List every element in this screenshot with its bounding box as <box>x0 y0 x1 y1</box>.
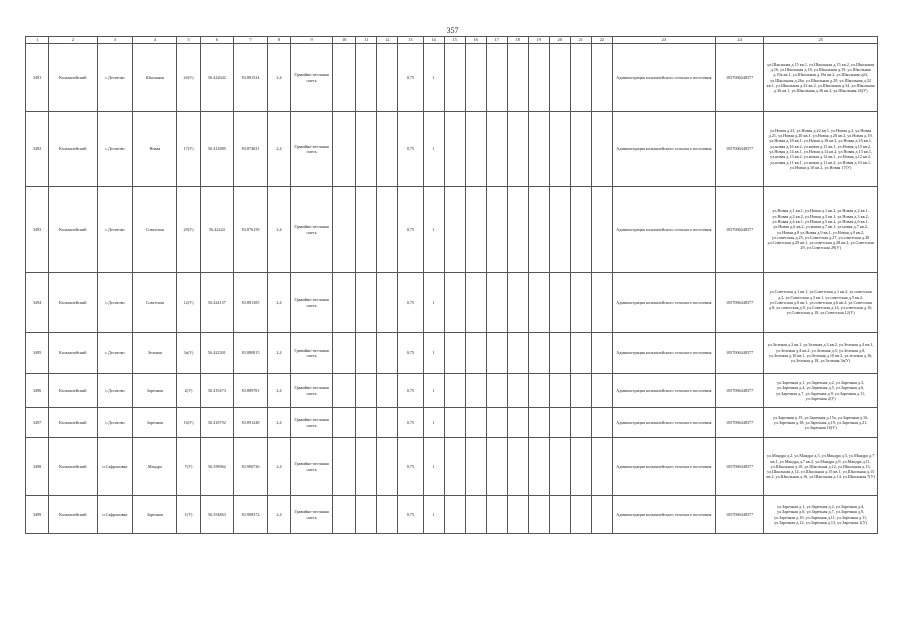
cell-empty <box>356 273 377 333</box>
cell-empty <box>333 112 356 187</box>
cell-lon: 83.880815 <box>234 333 268 374</box>
column-number: 4 <box>133 37 177 44</box>
cell-empty <box>528 408 549 438</box>
cell-surface: Гравийно-песчаная смесь <box>291 374 333 408</box>
cell-owner: Администрация колышлейского сельского поселения <box>612 408 715 438</box>
cell-settlement: п.Сафроновка <box>97 438 133 496</box>
cell-district: Колышлейский <box>49 374 97 408</box>
cell-num: 3499 <box>26 496 49 534</box>
cell-area: 2,4 <box>267 333 290 374</box>
cell-owner: Администрация колышлейского сельского поселения <box>612 44 715 112</box>
column-number: 23 <box>612 37 715 44</box>
cell-empty <box>377 408 398 438</box>
cell-empty <box>570 112 591 187</box>
cell-addresses: ул.Заречная д.15, ул.Заречная д.15а, ул.Заречная д.16, ул.Заречная д.18, ул.Заречная д.19, ул.Заречная д.21, ул.Заречная 16(У) <box>764 408 878 438</box>
cell-addresses: ул.Мандра д.2, ул.Мандра д.5, ул.Мандра д.5, ул.Мандра д.7 кв.1, ул.Мандра д.7 кв.2, ул.Мандра д.9, ул.Мандра д.11, ул.Школьная д.10, ул.Школьная д.12, ул.Школьная д.13, ул.Школьная д.14, ул.Школьная д.15 кв.1, ул.Школьная д.15 кв.2, ул.Школьная д.16, ул.Школьная д.14, ул.Школьная 7(У) <box>764 438 878 496</box>
cell-empty <box>591 438 612 496</box>
cell-lat: 56.358962 <box>200 438 234 496</box>
cell-empty <box>333 187 356 273</box>
cell-house: 2(У) <box>177 374 200 408</box>
column-number: 25 <box>764 37 878 44</box>
cell-count: 1 <box>423 438 444 496</box>
cell-empty <box>591 496 612 534</box>
cell-lon: 83.889781 <box>234 374 268 408</box>
cell-area: 2,4 <box>267 44 290 112</box>
cell-empty <box>377 333 398 374</box>
cell-empty <box>591 408 612 438</box>
cell-surface: Гравийно-песчаная смесь <box>291 333 333 374</box>
column-number: 12 <box>377 37 398 44</box>
cell-empty <box>377 273 398 333</box>
cell-settlement: с.Десятово <box>97 333 133 374</box>
cell-lon: 83.881524 <box>234 44 268 112</box>
cell-empty <box>507 374 528 408</box>
cell-empty <box>377 496 398 534</box>
cell-empty <box>570 187 591 273</box>
cell-num: 3496 <box>26 374 49 408</box>
cell-empty <box>591 374 612 408</box>
cell-empty <box>486 333 507 374</box>
cell-lat: 56.422301 <box>200 333 234 374</box>
cell-owner: Администрация колышлейского сельского поселения <box>612 438 715 496</box>
cell-empty <box>444 187 465 273</box>
cell-num: 3494 <box>26 273 49 333</box>
cell-empty <box>570 374 591 408</box>
cell-street: Новая <box>133 112 177 187</box>
cell-addresses: ул.Советская д.1 кв.1, ул.Советская д.1 кв.2, ул.советская д.2, ул.Советская д.3 кв.1, ул.советская д.5 кв.2, ул.Советская д.6 кв.1, ул.советская д.6 кв.2, ул.Советская д.8, ул.советская д.9, ул.Советская д.14, ул.советская д.16, ул.Советская д.18, ул.Советская 12(У) <box>764 273 878 333</box>
cell-empty <box>356 408 377 438</box>
cell-empty <box>549 438 570 496</box>
cell-empty <box>333 408 356 438</box>
cell-empty <box>465 408 486 438</box>
cell-ogrn: 1057006448377 <box>715 496 763 534</box>
cell-addresses: ул.Новая д.23, ул.Новая д.22 кв.1, ул.Новая д.2, ул.Новая д.21, ул.Новая д.20 кв.1, ул.Новая д.20 кв.2, ул.Новая д.19, ул.Новая д.18 кв.1, ул.Новая д.18 кв.2, ул.Новая д.16 кв.1, ул.новая д.16 кв.2, ул.новая д.15 кв.1, ул.Новая д.15 кв.2, ул.Новая д.14 кв.1, ул.Новая д.14 кв.2, ул.Новая д.13 кв.1, ул.новая д.13 кв.2, ул.новая д.12 кв.1, ул.Новая д.12 кв.2, ул.новая д.11 кв.1, ул.новая д.11 кв.2, ул.Новая д.10 кв.1, ул.Новая д.10 кв.2, ул.Новая 17(У) <box>764 112 878 187</box>
cell-bins: 0,75 <box>398 496 423 534</box>
cell-empty <box>465 496 486 534</box>
cell-ogrn: 1057006448377 <box>715 374 763 408</box>
cell-surface: Гравийно-песчаная смесь <box>291 44 333 112</box>
cell-empty <box>377 438 398 496</box>
cell-bins: 0,75 <box>398 187 423 273</box>
table-row <box>26 273 878 333</box>
cell-empty <box>486 408 507 438</box>
column-number: 6 <box>200 37 234 44</box>
column-number: 9 <box>291 37 333 44</box>
cell-house: 29(У) <box>177 187 200 273</box>
cell-empty <box>570 44 591 112</box>
cell-lat: 56.418792 <box>200 408 234 438</box>
cell-district: Колышлейский <box>49 187 97 273</box>
cell-empty <box>591 44 612 112</box>
column-numbers-row <box>26 37 878 44</box>
cell-owner: Администрация колышлейского сельского поселения <box>612 496 715 534</box>
cell-empty <box>444 408 465 438</box>
cell-house: 1(У) <box>177 496 200 534</box>
cell-count: 1 <box>423 408 444 438</box>
cell-count: 1 <box>423 112 444 187</box>
cell-empty <box>356 112 377 187</box>
cell-empty <box>549 273 570 333</box>
cell-empty <box>486 273 507 333</box>
cell-empty <box>333 333 356 374</box>
cell-count: 1 <box>423 374 444 408</box>
cell-empty <box>528 333 549 374</box>
cell-bins: 0,75 <box>398 112 423 187</box>
cell-area: 2,4 <box>267 187 290 273</box>
cell-count: 1 <box>423 496 444 534</box>
cell-empty <box>507 273 528 333</box>
cell-bins: 0,75 <box>398 438 423 496</box>
cell-empty <box>465 438 486 496</box>
cell-empty <box>356 333 377 374</box>
cell-street: Заречная <box>133 374 177 408</box>
cell-num: 3497 <box>26 408 49 438</box>
cell-empty <box>591 112 612 187</box>
cell-ogrn: 1057006448377 <box>715 112 763 187</box>
column-number: 20 <box>549 37 570 44</box>
cell-street: Советская <box>133 273 177 333</box>
cell-district: Колышлейский <box>49 408 97 438</box>
cell-lat: 56.419473 <box>200 374 234 408</box>
cell-num: 3498 <box>26 438 49 496</box>
cell-empty <box>465 112 486 187</box>
cell-surface: Гравийно-песчаная смесь <box>291 187 333 273</box>
cell-empty <box>465 333 486 374</box>
cell-lat: 56.354863 <box>200 496 234 534</box>
cell-empty <box>507 44 528 112</box>
column-number: 10 <box>333 37 356 44</box>
table-row <box>26 438 878 496</box>
cell-lon: 83.874631 <box>234 112 268 187</box>
cell-count: 1 <box>423 187 444 273</box>
cell-empty <box>486 496 507 534</box>
column-number: 21 <box>570 37 591 44</box>
cell-empty <box>528 374 549 408</box>
cell-empty <box>465 374 486 408</box>
cell-surface: Гравийно-песчаная смесь <box>291 408 333 438</box>
cell-lon: 83.906736 <box>234 438 268 496</box>
cell-empty <box>333 374 356 408</box>
cell-addresses: ул.Заречная д.1, ул.Заречная д.2, ул.Заречная д.3, ул.Заречная д.4, ул.Заречная д.5, ул.Заречная д.6, ул.Заречная д.7, ул.Заречная д.9, ул.Заречная д.11, ул.Заречная 2(У) <box>764 374 878 408</box>
cell-district: Колышлейский <box>49 333 97 374</box>
cell-empty <box>549 333 570 374</box>
cell-empty <box>570 408 591 438</box>
page-number: 357 <box>446 26 459 35</box>
cell-district: Колышлейский <box>49 273 97 333</box>
cell-num: 3495 <box>26 333 49 374</box>
cell-district: Колышлейский <box>49 44 97 112</box>
cell-bins: 0,75 <box>398 333 423 374</box>
cell-empty <box>591 273 612 333</box>
cell-house: 16(У) <box>177 408 200 438</box>
cell-empty <box>356 374 377 408</box>
cell-empty <box>549 44 570 112</box>
cell-empty <box>356 187 377 273</box>
cell-settlement: с.Десятово <box>97 187 133 273</box>
column-number: 15 <box>444 37 465 44</box>
cell-empty <box>549 112 570 187</box>
cell-empty <box>570 333 591 374</box>
cell-empty <box>507 438 528 496</box>
cell-count: 1 <box>423 273 444 333</box>
cell-empty <box>444 273 465 333</box>
cell-empty <box>507 112 528 187</box>
cell-empty <box>486 112 507 187</box>
cell-empty <box>507 496 528 534</box>
cell-street: Школьная <box>133 44 177 112</box>
cell-area: 2,4 <box>267 438 290 496</box>
cell-lon: 83.891248 <box>234 408 268 438</box>
cell-owner: Администрация колышлейского сельского поселения <box>612 112 715 187</box>
column-number: 13 <box>398 37 423 44</box>
cell-district: Колышлейский <box>49 438 97 496</box>
cell-bins: 0,75 <box>398 408 423 438</box>
table-row <box>26 187 878 273</box>
cell-empty <box>549 408 570 438</box>
cell-empty <box>528 44 549 112</box>
cell-lat: 56.424157 <box>200 273 234 333</box>
cell-owner: Администрация колышлейского сельского поселения <box>612 374 715 408</box>
table-row <box>26 408 878 438</box>
cell-empty <box>356 44 377 112</box>
cell-surface: Гравийно-песчаная смесь <box>291 496 333 534</box>
column-number: 8 <box>267 37 290 44</box>
cell-empty <box>377 44 398 112</box>
cell-empty <box>528 496 549 534</box>
cell-street: Заречная <box>133 408 177 438</box>
cell-house: 12(У) <box>177 273 200 333</box>
cell-empty <box>570 273 591 333</box>
cell-empty <box>549 496 570 534</box>
cell-area: 2,4 <box>267 496 290 534</box>
column-number: 17 <box>486 37 507 44</box>
column-number: 14 <box>423 37 444 44</box>
cell-owner: Администрация колышлейского сельского поселения <box>612 333 715 374</box>
cell-empty <box>528 438 549 496</box>
column-number: 22 <box>591 37 612 44</box>
cell-area: 2,4 <box>267 408 290 438</box>
cell-surface: Гравийно-песчаная смесь <box>291 273 333 333</box>
cell-settlement: п.Сафроновка <box>97 496 133 534</box>
cell-empty <box>570 496 591 534</box>
cell-empty <box>356 496 377 534</box>
column-number: 16 <box>465 37 486 44</box>
cell-ogrn: 1057006448377 <box>715 408 763 438</box>
cell-empty <box>333 438 356 496</box>
column-number: 2 <box>49 37 97 44</box>
cell-empty <box>377 374 398 408</box>
table-row <box>26 44 878 112</box>
table-row <box>26 496 878 534</box>
cell-empty <box>465 187 486 273</box>
cell-ogrn: 1057006448377 <box>715 333 763 374</box>
cell-addresses: ул.Заречная д.1, ул.Заречная д.2, ул.Заречная д.4, ул.Заречная д.6, ул.Заречная д.7, ул.Заречная д.9, ул.Заречная д.10, ул.Заречная д.11, ул.Заречная д.11, ул.Заречная д.12, ул.Заречная д.13, ул.Заречная 1(У) <box>764 496 878 534</box>
cell-empty <box>528 187 549 273</box>
cell-empty <box>356 438 377 496</box>
column-number: 24 <box>715 37 763 44</box>
cell-district: Колышлейский <box>49 112 97 187</box>
cell-empty <box>591 333 612 374</box>
cell-addresses: ул.Новая д.1 кв.1, ул.Новая д.1 кв.2, ул.Новая д.2 кв.1, ул.Новая д.2 кв.2, ул.Новая д.3 кв.1, ул.Новая д.3 кв.2, ул.Новая д.4 кв.1, ул.Новая д.5 кв.2, ул.Новая д.6 кв.1, ул.Новая д.6 кв.2, ул.новая д.7 кв.1, ул.новая д.7 кв.2, ул.Новая д.8 ул.Новая д.9 кв.1, ул.Новая д.9 кв.2, ул.советская д.25, ул.Советская д.27, ул.советская д.28 ул.Советская д.29 кв.1, ул.советская д.28 кв.2, ул.Советская 29, ул.Советская 29(У) <box>764 187 878 273</box>
cell-empty <box>465 44 486 112</box>
table-row <box>26 374 878 408</box>
column-number: 7 <box>234 37 268 44</box>
table-row <box>26 333 878 374</box>
cell-empty <box>507 187 528 273</box>
cell-area: 2,4 <box>267 374 290 408</box>
cell-addresses: ул.Зеленая д.3 кв.1, ул.Зеленая д.3 кв.2, ул.Зеленая д.4 кв.1, ул.Зеленая д.4 кв.2, ул.Зеленая д.5, ул.Зеленая д.8, ул.Зеленая д.10 кв.1, ул.Зеленая д.10 кв.2, ул.зеленая д.16, ул.Зеленая д.18, ул.Зеленая 3а(У) <box>764 333 878 374</box>
column-number: 1 <box>26 37 49 44</box>
cell-empty <box>333 44 356 112</box>
cell-empty <box>465 273 486 333</box>
column-number: 5 <box>177 37 200 44</box>
cell-area: 2,4 <box>267 112 290 187</box>
cell-empty <box>444 438 465 496</box>
cell-num: 3493 <box>26 187 49 273</box>
cell-owner: Администрация колышлейского сельского поселения <box>612 187 715 273</box>
cell-bins: 0,75 <box>398 44 423 112</box>
cell-empty <box>591 187 612 273</box>
cell-empty <box>444 496 465 534</box>
cell-street: Советская <box>133 187 177 273</box>
cell-lon: 83.876159 <box>234 187 268 273</box>
cell-house: 7(У) <box>177 438 200 496</box>
column-number: 3 <box>97 37 133 44</box>
cell-num: 3491 <box>26 44 49 112</box>
cell-empty <box>377 112 398 187</box>
cell-empty <box>333 273 356 333</box>
cell-bins: 0,75 <box>398 273 423 333</box>
table-row <box>26 112 878 187</box>
cell-surface: Гравийно-песчаная смесь <box>291 438 333 496</box>
cell-empty <box>486 44 507 112</box>
cell-area: 2,4 <box>267 273 290 333</box>
cell-house: 17(У) <box>177 112 200 187</box>
column-number: 11 <box>356 37 377 44</box>
cell-owner: Администрация колышлейского сельского поселения <box>612 273 715 333</box>
cell-lon: 83.908372 <box>234 496 268 534</box>
cell-ogrn: 1057006448377 <box>715 187 763 273</box>
column-number: 19 <box>528 37 549 44</box>
cell-empty <box>549 374 570 408</box>
cell-lat: 56.422642 <box>200 44 234 112</box>
cell-ogrn: 1057006448377 <box>715 273 763 333</box>
cell-street: Мандра <box>133 438 177 496</box>
cell-ogrn: 1057006448377 <box>715 44 763 112</box>
cell-empty <box>486 187 507 273</box>
cell-settlement: с.Десятово <box>97 408 133 438</box>
cell-empty <box>444 44 465 112</box>
cell-district: Колышлейский <box>49 496 97 534</box>
cell-empty <box>528 273 549 333</box>
cell-count: 1 <box>423 44 444 112</box>
column-number: 18 <box>507 37 528 44</box>
cell-empty <box>377 187 398 273</box>
cell-empty <box>333 496 356 534</box>
cell-addresses: ул.Школьная д.15 кв.1, ул.Школьная д.15 кв.2, ул.Школьная д.16, ул.Школьная д.18, ул.Школьная д.19, ул.Школьная д.19а кв.1, ул.Школьная д.19а кв.2, ул.Школьная д24, ул.Школьная д.26а, ул.Школьная д.29, ул.Школьная д.32 кв.1, ул.Школьная д.32 кв.2, ул.Школьная д.34, ул.Школьная д.36 кв.1, ул.Школьная д.36 кв.2, ул.Школьная 26(У) <box>764 44 878 112</box>
cell-empty <box>507 333 528 374</box>
cell-empty <box>549 187 570 273</box>
cell-house: 2б(У) <box>177 44 200 112</box>
cell-count: 1 <box>423 333 444 374</box>
cell-lat: 56.412885 <box>200 112 234 187</box>
cell-surface: Гравийно-песчаная смесь <box>291 112 333 187</box>
cell-street: Заречная <box>133 496 177 534</box>
cell-settlement: с.Десятово <box>97 44 133 112</box>
cell-empty <box>444 112 465 187</box>
cell-house: 3а(У) <box>177 333 200 374</box>
cell-street: Зеленая <box>133 333 177 374</box>
cell-empty <box>507 408 528 438</box>
cell-settlement: с.Десятово <box>97 112 133 187</box>
cell-settlement: с.Десятово <box>97 273 133 333</box>
cell-lat: 56.42424 <box>200 187 234 273</box>
cell-empty <box>444 333 465 374</box>
cell-empty <box>486 374 507 408</box>
cell-ogrn: 1057006448377 <box>715 438 763 496</box>
cell-empty <box>486 438 507 496</box>
cell-num: 3492 <box>26 112 49 187</box>
cell-empty <box>444 374 465 408</box>
cell-settlement: с.Десятово <box>97 374 133 408</box>
cell-bins: 0,75 <box>398 374 423 408</box>
cell-lon: 83.881385 <box>234 273 268 333</box>
registry-table <box>25 36 878 534</box>
cell-empty <box>570 438 591 496</box>
cell-empty <box>528 112 549 187</box>
